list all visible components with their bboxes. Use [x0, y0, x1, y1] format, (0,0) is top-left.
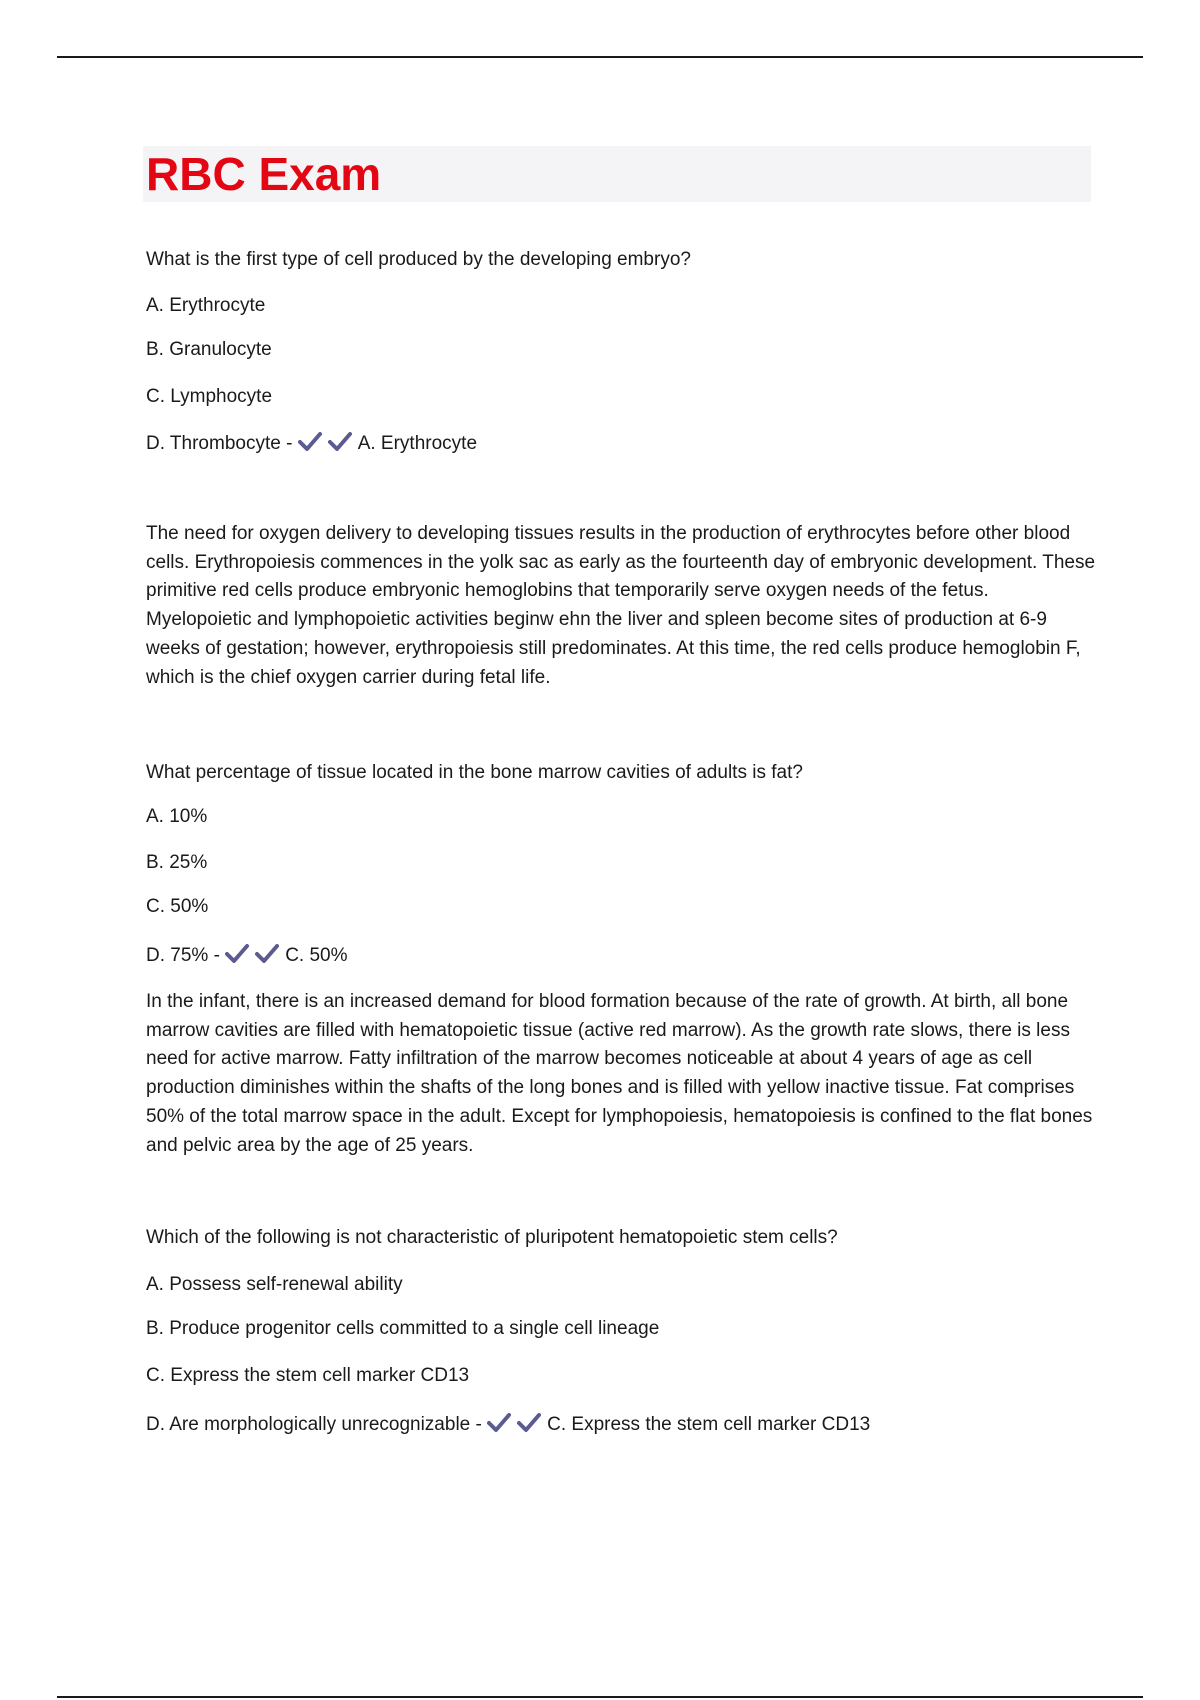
check-icon — [328, 431, 352, 453]
check-icon — [487, 1412, 511, 1434]
question-1-explanation: The need for oxygen delivery to developing tissues results in the production of erythrocytes before other blood cells. Erythropoiesis commences in the yolk sac as early as the fourteenth day of embryonic development. These primitive red cells produce embryonic hemoglobins that temporarily serve oxygen needs of the fetus. Myelopoietic and lymphopoietic activities beginw ehn the liver and spleen become sites of production at 6-9 weeks of gestation; however, erythropoiesis still predominates. At this time, the red cells produce hemoglobin F, which is the chief oxygen carrier during fetal life. — [146, 523, 1096, 688]
question-3-text: Which of the following is not characteristic of pluripotent hematopoietic stem cells? — [146, 1227, 838, 1248]
question-2-text: What percentage of tissue located in the bone marrow cavities of adults is fat? — [146, 762, 803, 783]
check-icon — [225, 943, 249, 965]
question-2-option-b: B. 25% — [146, 852, 208, 873]
question-2-option-c: C. 50% — [146, 896, 209, 917]
question-2-explanation: In the infant, there is an increased demand for blood formation because of the rate of growth. At birth, all bone marrow cavities are filled with hematopoietic tissue (active red marrow). As the growth rate slows, there is less need for active marrow. Fatty infiltration of the marrow becomes noticeable at about 4 years of age as cell production diminishes within the shafts of the long bones and is filled with yellow inactive tissue. Fat comprises 50% of the total marrow space in the adult. Except for lymphopoiesis, hematopoiesis is confined to the flat bones and pelvic area by the age of 25 years. — [146, 991, 1093, 1156]
question-3-option-d: D. Are morphologically unrecognizable - — [146, 1414, 482, 1435]
question-1-option-a: A. Erythrocyte — [146, 295, 266, 316]
question-3-correct-answer: C. Express the stem cell marker CD13 — [547, 1414, 871, 1435]
question-2-option-a: A. 10% — [146, 806, 208, 827]
question-2-option-d: D. 75% - — [146, 945, 220, 966]
check-icon — [255, 943, 279, 965]
question-1-correct-answer: A. Erythrocyte — [357, 433, 478, 454]
question-1-option-b: B. Granulocyte — [146, 339, 272, 360]
question-3-option-a: A. Possess self-renewal ability — [146, 1274, 403, 1295]
question-3-option-b: B. Produce progenitor cells committed to a single cell lineage — [146, 1318, 660, 1339]
check-icon — [517, 1412, 541, 1434]
question-3-option-c: C. Express the stem cell marker CD13 — [146, 1365, 470, 1386]
question-3-answer-line — [146, 1412, 870, 1437]
bottom-rule — [57, 1696, 1143, 1698]
check-icon — [298, 431, 322, 453]
page-title: RBC Exam — [146, 148, 382, 200]
question-1-option-d: D. Thrombocyte - — [146, 433, 293, 454]
question-1-option-c: C. Lymphocyte — [146, 386, 273, 407]
question-1-answer-line — [146, 431, 477, 456]
question-1-text: What is the first type of cell produced by the developing embryo? — [146, 249, 691, 270]
top-rule — [57, 56, 1143, 58]
question-2-correct-answer: C. 50% — [285, 945, 348, 966]
question-2-answer-line — [146, 943, 348, 968]
